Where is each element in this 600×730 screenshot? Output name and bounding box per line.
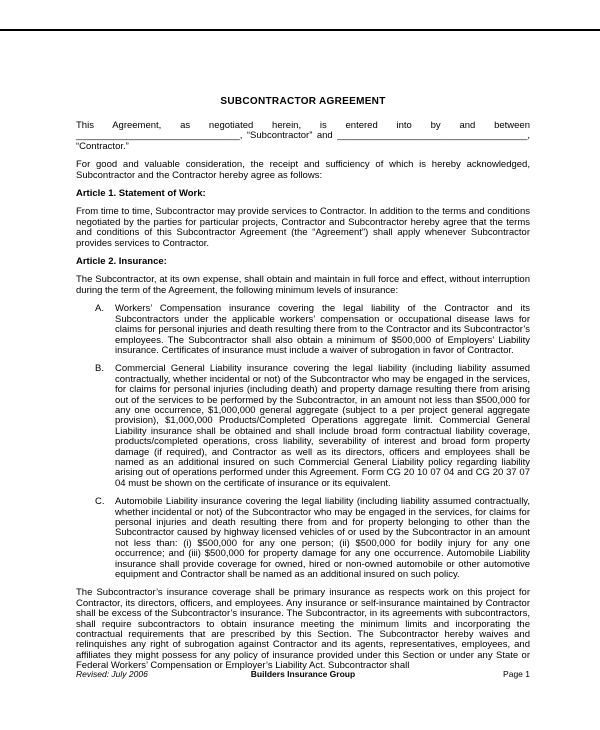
insurance-item-a-text: Workers’ Compensation insurance covering the legal liability of the Contractor and its Subcontractors under the applicable workers’ compensation or occupational disease laws for claims for personal injuries and death resulting there from to the Contractor and its Subcontractor’s employees. The Subcontractor shall also obtain a minimum of $500,000 of Employers’ Liability insurance. Certificates of insurance must include a waiver of subrogation in favor of Contractor.	[115, 303, 530, 356]
article-1-body: From time to time, Subcontractor may provide services to Contractor. In addition to the terms and conditions negotiated by the parties for particular projects, Contractor and Subcontractor hereby agree that the terms and conditions of this Subcontractor Agreement (the “Agreement”) shall apply whenever Subcontractor provides services to Contractor.	[76, 206, 530, 249]
consideration-paragraph: For good and valuable consideration, the receipt and sufficiency of which is hereby acknowledged, Subcontractor and the Contractor hereby agree as follows:	[76, 159, 530, 181]
insurance-item-c-text: Automobile Liability insurance covering the legal liability (including liability assumed contractually, whether incidental or not) of the Subcontractor who may be engaged in the services, for claims for personal injuries and death resulting there from and for property belonging to other than the Subcontractor caused by highway licensed vehicles of or used by the Subcontractor in an amount not less than: (i) $500,000 for any one person; (ii) $500,000 for bodily injury for any one occurrence; and (iii) $500,000 for property damage for any one occurrence. Automobile Liability insurance shall provide coverage for owned, hired or non-owned automobile or other automotive equipment and Contractor shall be named as an additional insured on such policy.	[115, 496, 530, 581]
insurance-item-c	[95, 497, 530, 580]
closing-paragraph: The Subcontractor’s insurance coverage shall be primary insurance as respects work on this project for Contractor, its directors, officers, and employees. Any insurance or self-insurance maintained by Contractor shall be excess of the Subcontractor’s insurance. The Subcontractor, in its agreements with subcontractors, shall require subcontractors to obtain insurance meeting the minimum limits and incorporating the contractual requirements that are prescribed by this Section. The Subcontractor hereby waives and relinquishes any right of subrogation against Contractor and its agents, representatives, employees, and affiliates they might possess for any policy of insurance provided under this Section or under any State or Federal Workers’ Compensation or Employer’s Liability Act. Subcontractor shall	[76, 587, 530, 672]
article-1-heading: Article 1. Statement of Work:	[76, 188, 206, 200]
page-top-edge-line	[0, 29, 600, 31]
document-content	[76, 96, 530, 680]
footer-page-number: Page 1	[503, 669, 530, 679]
page-footer	[76, 669, 530, 679]
document-title: SUBCONTRACTOR AGREEMENT	[220, 96, 386, 107]
article-2-body: The Subcontractor, at its own expense, shall obtain and maintain in full force and effect, without interruption during the term of the Agreement, the following minimum levels of insurance:	[76, 274, 530, 296]
insurance-item-a	[95, 304, 530, 356]
insurance-item-c-label: C.	[95, 496, 105, 508]
insurance-item-a-label: A.	[95, 303, 104, 315]
footer-company-name: Builders Insurance Group	[250, 669, 356, 679]
insurance-item-b-text: Commercial General Liability insurance covering the legal liability (including liability assumed contractually, whether incidental or not) of the Subcontractor who may be engaged in the services, for claims for personal injuries (including death) and property damage resulting there from arising out of the services to be performed by the Subcontractor, in an amount not less than $500,000 for any one occurrence, $1,000,000 general aggregate (subject to a per project general aggregate provision), $1,000,000 Products/Completed Operations aggregate limit. Commercial General Liability insurance shall be obtained and shall include broad form contractual liability coverage, products/completed operations, cross liability, severability of interest and broad form property damage (if required), and Contractor as well as its directors, officers and employees shall be named as an additional insured on such Commercial General Liability policy regarding liability arising out of operations performed under this Agreement. Form CG 20 10 07 04 and CG 20 37 07 04 must be shown on the certificate of insurance or its equivalent.	[115, 363, 530, 489]
insurance-item-b	[95, 364, 530, 489]
article-2-heading: Article 2. Insurance:	[76, 256, 167, 268]
intro-paragraph: This Agreement, as negotiated herein, is entered into by and between _______________________________, “Subcontractor” and ____________________________________, “Contractor.”	[76, 120, 530, 152]
footer-revised-date: Revised: July 2006	[76, 669, 148, 679]
insurance-item-b-label: B.	[95, 363, 104, 375]
insurance-list	[95, 304, 530, 580]
